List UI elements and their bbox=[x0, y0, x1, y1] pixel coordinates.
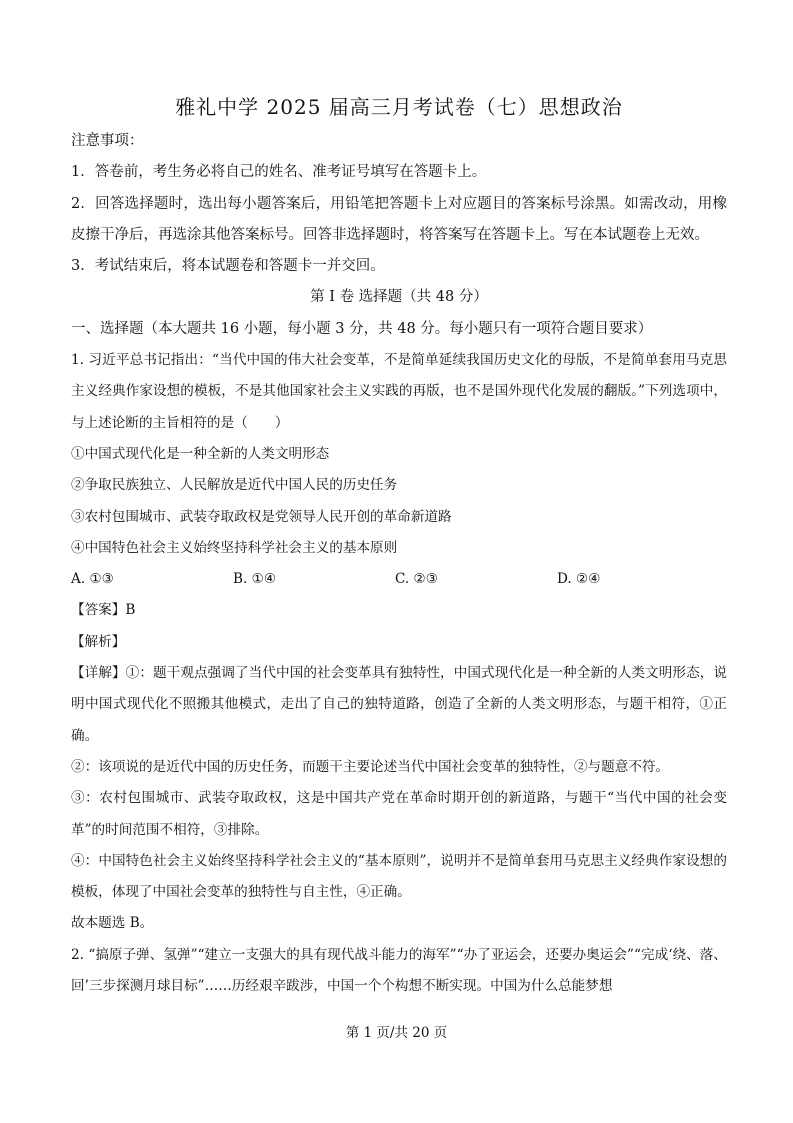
option-d: D. ②④ bbox=[557, 571, 601, 588]
analysis-heading: 【解析】 bbox=[71, 633, 126, 650]
conclusion: 故本题选 B。 bbox=[71, 915, 154, 932]
explanation-item: ②：该项说的是近代中国的历史任务，而题干主要论述当代中国社会变革的独特性，②与题意不符。 bbox=[71, 758, 670, 775]
statement-item: ②争取民族独立、人民解放是近代中国人民的历史任务 bbox=[71, 477, 398, 494]
notice-item: 3．考试结束后，将本试题卷和答题卡一并交回。 bbox=[71, 258, 385, 275]
notice-item: 1．答卷前，考生务必将自己的姓名、准考证号填写在答题卡上。 bbox=[71, 164, 487, 181]
statement-item: ①中国式现代化是一种全新的人类文明形态 bbox=[71, 445, 330, 462]
option-b: B. ①④ bbox=[233, 571, 277, 588]
explanation-item: ④：中国特色社会主义始终坚持科学社会主义的“基本原则”，说明并不是简单套用马克思主义经典作家设想的模板，体现了中国社会变革的独特性与自主性，④正确。 bbox=[71, 852, 727, 901]
section-title: 第 I 卷 选择题（共 48 分） bbox=[310, 289, 488, 306]
exam-page bbox=[71, 92, 727, 1002]
part-heading: 一、选择题（本大题共 16 小题，每小题 3 分，共 48 分。每小题只有一项符合题目要求） bbox=[71, 320, 653, 337]
option-a: A. ①③ bbox=[71, 571, 114, 588]
explanation-item: 【详解】①：题干观点强调了当代中国的社会变革具有独特性，中国式现代化是一种全新的人类文明形态，说明中国式现代化不照搬其他模式，走出了自己的独特道路，创造了全新的人类文明形态，与题干相符，①正确。 bbox=[71, 665, 727, 744]
statement-item: ④中国特色社会主义始终坚持科学社会主义的基本原则 bbox=[71, 539, 398, 556]
notice-heading: 注意事项： bbox=[71, 133, 144, 149]
notice-item: 2．回答选择题时，选出每小题答案后，用铅笔把答题卡上对应题目的答案标号涂黑。如需改动，用橡皮擦干净后，再选涂其他答案标号。回答非选择题时，将答案写在答题卡上。写在本试题卷上无效。 bbox=[71, 195, 727, 243]
statement-item: ③农村包围城市、武装夺取政权是党领导人民开创的革命新道路 bbox=[71, 508, 452, 525]
question-2-stem: 2. “搞原子弹、氢弹”“建立一支强大的具有现代战斗能力的海军”“办了亚运会，还要办奥运会”“完成‘绕、落、回’三步探测月球目标”……历经艰辛跋涉，中国一个个构想不断实现。中国为什么总能梦想 bbox=[71, 946, 727, 995]
explanation-item: ③：农村包围城市、武装夺取政权，这是中国共产党在革命时期开创的新道路，与题干“当代中国的社会变革”的时间范围不相符，③排除。 bbox=[71, 790, 727, 838]
page-title: 雅礼中学 2025 届高三月考试卷（七）思想政治 bbox=[175, 95, 623, 119]
answer-options bbox=[71, 564, 727, 595]
option-c: C. ②③ bbox=[395, 571, 438, 588]
page-footer: 第 1 页/共 20 页 bbox=[345, 1025, 448, 1041]
question-1-stem: 1. 习近平总书记指出：“当代中国的伟大社会变革，不是简单延续我国历史文化的母版，不是简单套用马克思主义经典作家设想的模板，不是其他国家社会主义实践的再版，也不是国外现代化发展的翻版。”下列选项中，与上述论断的主旨相符的是（ ） bbox=[71, 352, 727, 431]
answer-label: 【答案】B bbox=[71, 602, 136, 619]
